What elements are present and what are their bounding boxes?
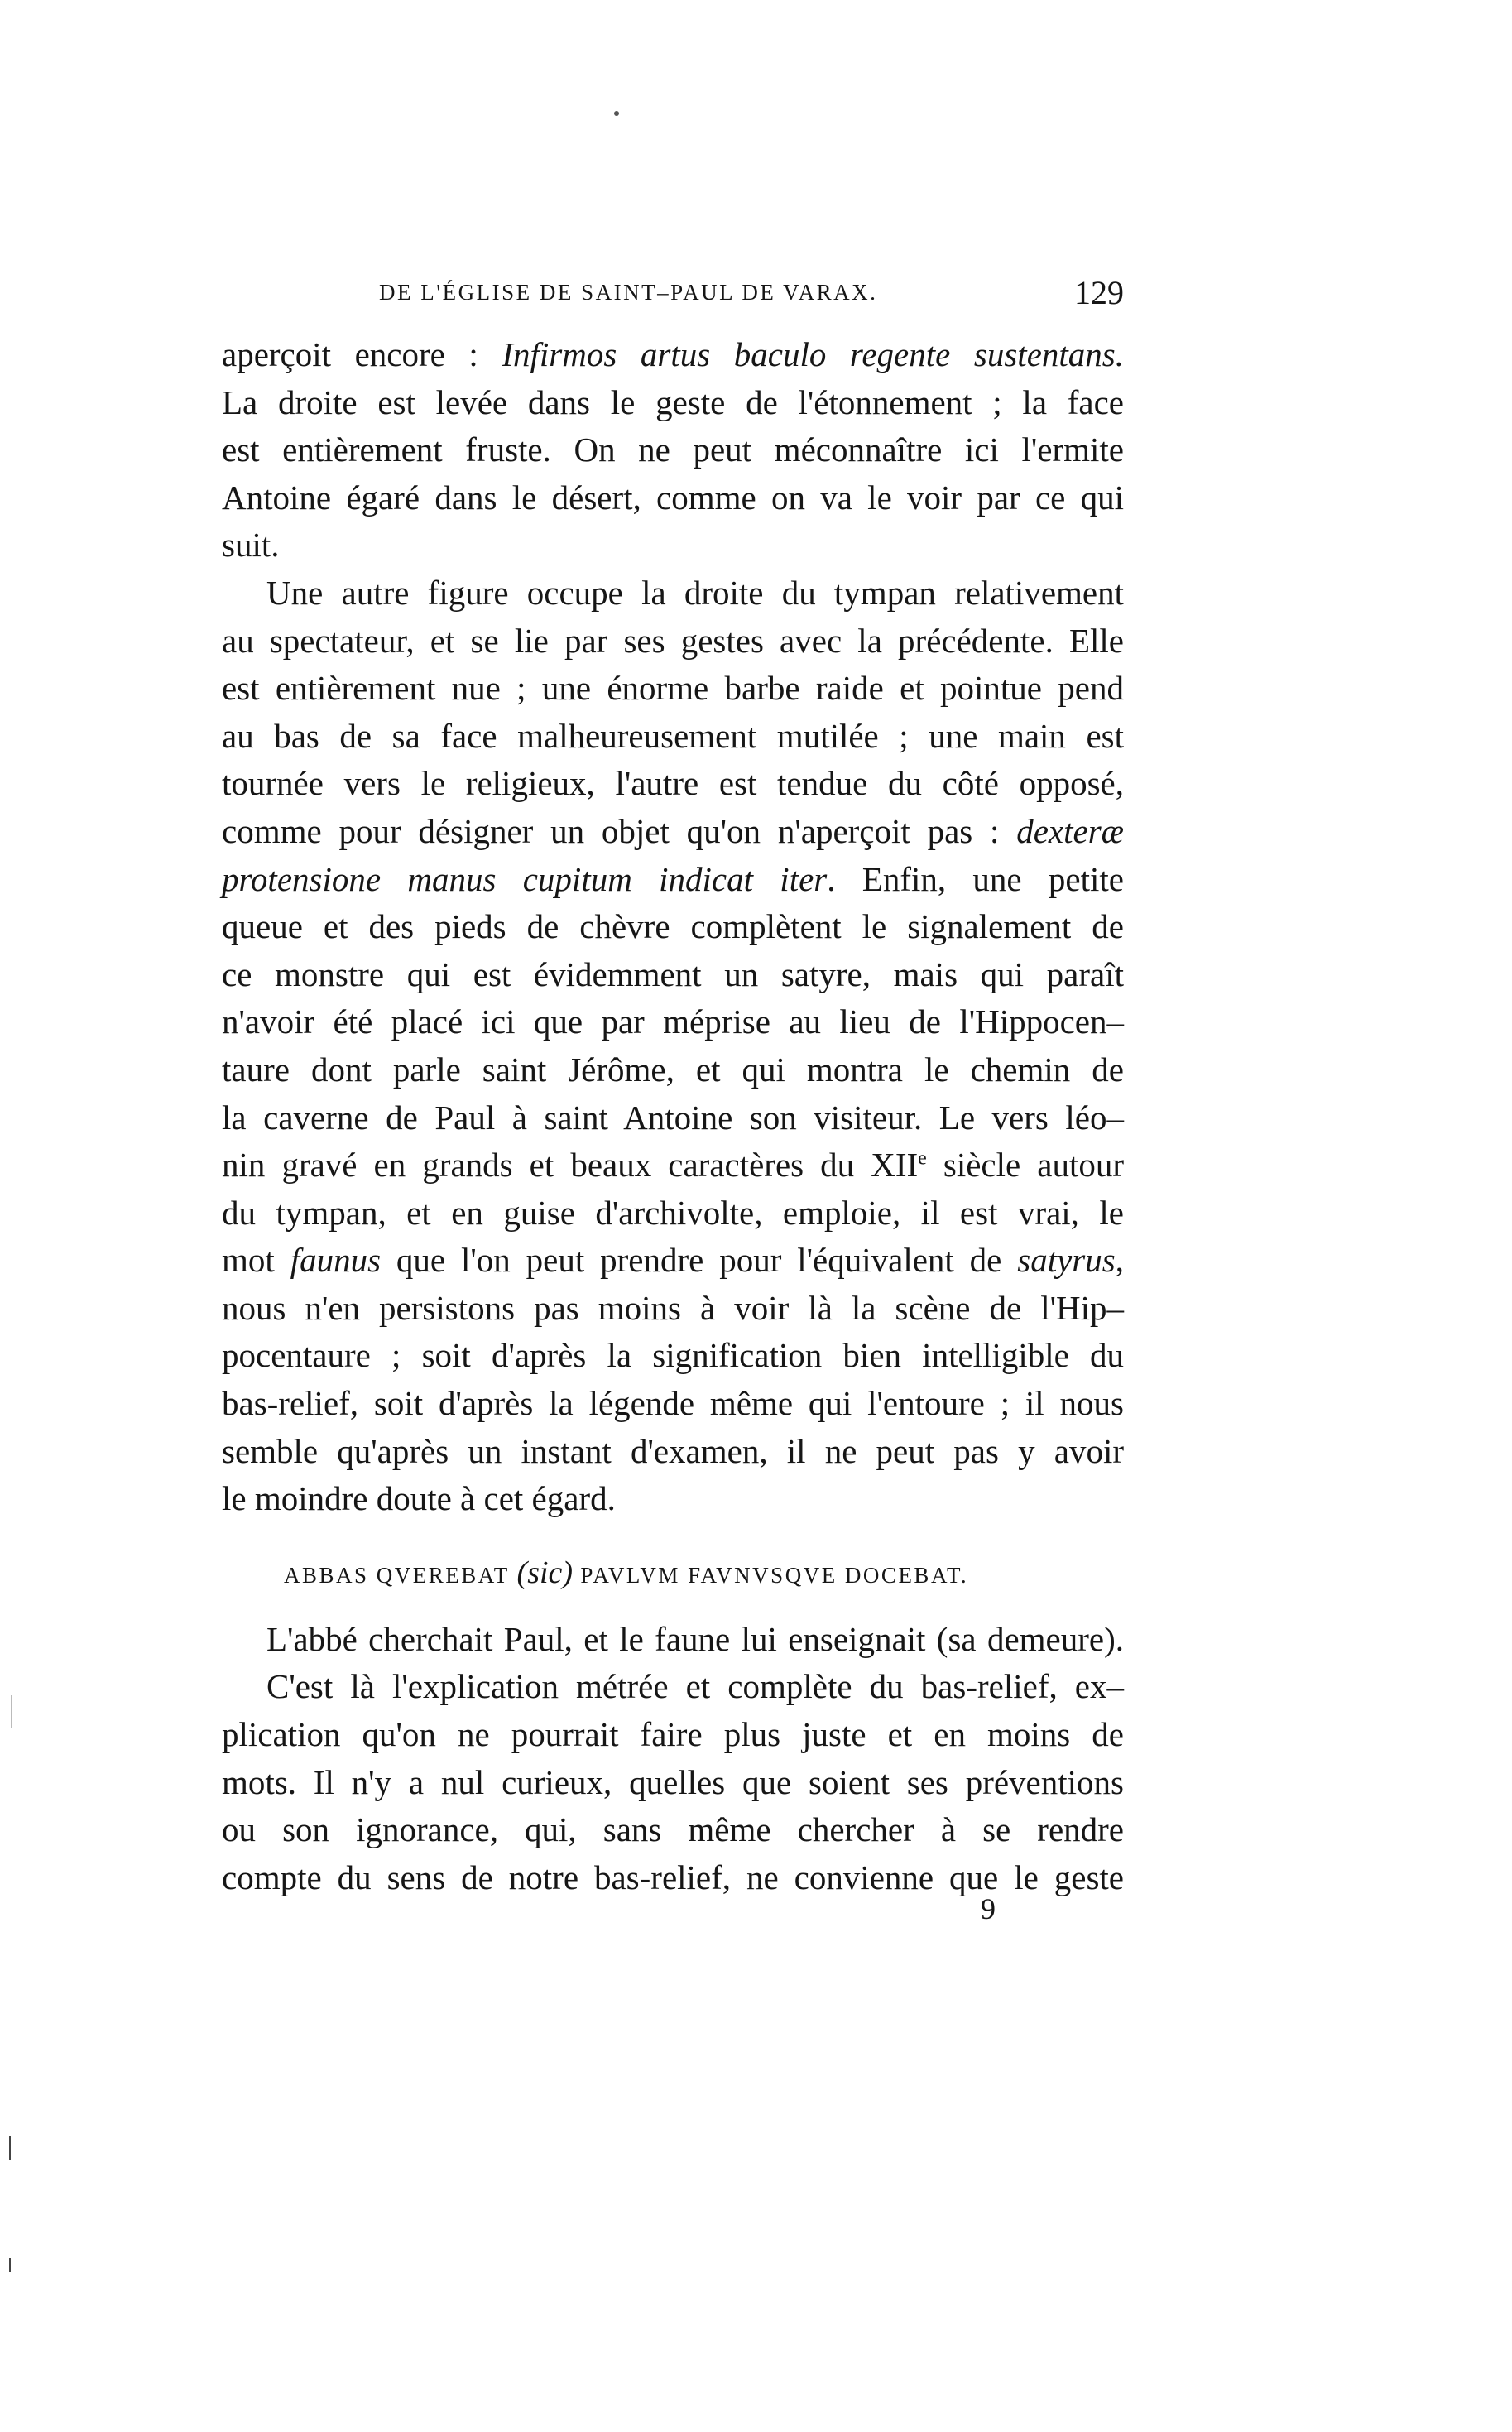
text-line: bas-relief, soit d'après la légende même qui l'entoure ; il nous [222,1384,1124,1423]
page-header [379,273,1124,323]
text-line: ce monstre qui est évidemment un satyre, mais qui paraît [222,954,1124,993]
text-line: au spectateur, et se lie par ses gestes avec la précédente. Elle [222,621,1124,660]
text-line: est entièrement fruste. On ne peut méconnaître ici l'ermite [222,430,1124,469]
text-line: n'avoir été placé ici que par méprise au lieu de l'Hippocen– [222,1002,1124,1041]
text-line: La droite est levée dans le geste de l'étonnement ; la face [222,382,1124,421]
text-line: tournée vers le religieux, l'autre est tendue du côté opposé, [222,764,1124,803]
text-line: pocentaure ; soit d'après la signification bien intelligible du [222,1336,1124,1375]
signature-mark: 9 [981,1892,996,1925]
text-line: est entièrement nue ; une énorme barbe raide et pointue pend [222,669,1124,708]
running-head: DE L'ÉGLISE DE SAINT–PAUL DE VARAX. [379,280,878,305]
text-line: la caverne de Paul à saint Antoine son visiteur. Le vers léo– [222,1098,1124,1137]
paragraph [222,570,1124,1523]
text-line: du tympan, et en guise d'archivolte, emploie, il est vrai, le [222,1193,1124,1232]
text-line: suit. [222,526,280,565]
text-line: mots. Il n'y a nul curieux, quelles que soient ses préventions [222,1762,1124,1801]
spacer [222,1599,1124,1616]
text-line: plication qu'on ne pourrait faire plus juste et en moins de [222,1715,1124,1754]
text-line: au bas de sa face malheureusement mutilée ; une main est [222,716,1124,755]
text-line: nin gravé en grands et beaux caractères du XIIe siècle autour [222,1146,1125,1185]
text-line: Antoine égaré dans le désert, comme on va le voir par ce qui [222,478,1124,517]
inscription: ABBAS QVEREBAT (sic) PAVLVM FAVNVSQVE DOCEBAT. [284,1555,969,1590]
text-line: protensione manus cupitum indicat iter. Enfin, une petite [222,859,1124,898]
text-line: aperçoit encore : Infirmos artus baculo regente sustentans. [222,335,1124,373]
text-line: nous n'en persistons pas moins à voir là la scène de l'Hip– [222,1288,1124,1327]
scan-mark [614,111,619,116]
text-line: le moindre doute à cet égard. [222,1479,616,1518]
text-line: C'est là l'explication métrée et complète du bas-relief, ex– [266,1667,1124,1706]
text-line: Une autre figure occupe la droite du tympan relativement [266,573,1124,612]
paragraph [222,331,1124,570]
paragraph [222,1616,1124,1902]
body-text [222,331,1124,1901]
text-line: semble qu'après un instant d'examen, il ne peut pas y avoir [222,1431,1124,1470]
text-line: ou son ignorance, qui, sans même chercher à se rendre [222,1810,1124,1849]
text-line: mot faunus que l'on peut prendre pour l'équivalent de satyrus, [222,1241,1124,1280]
text-line: queue et des pieds de chèvre complètent le signalement de [222,907,1124,946]
page-number: 129 [1074,274,1124,311]
text-line: comme pour désigner un objet qu'on n'aperçoit pas : dexteræ [222,811,1124,850]
spacer [222,1523,1124,1546]
text-line: L'abbé cherchait Paul, et le faune lui enseignait (sa demeure). [266,1619,1124,1658]
text-line: compte du sens de notre bas-relief, ne convienne que le geste [222,1858,1124,1896]
text-line: taure dont parle saint Jérôme, et qui montra le chemin de [222,1050,1124,1089]
